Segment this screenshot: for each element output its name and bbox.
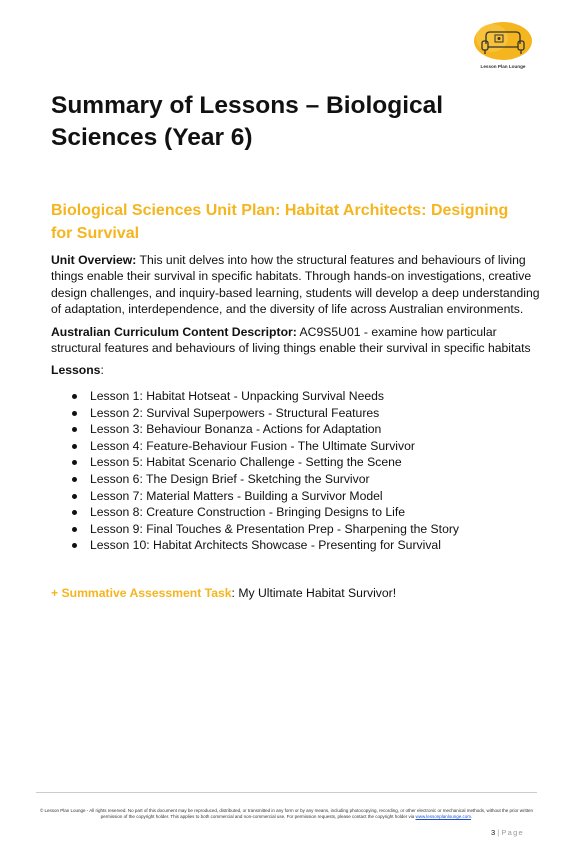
lesson-title: Lesson 3: Behaviour Bonanza - Actions for Adaptation (90, 422, 382, 437)
logo-text: Lesson Plan Lounge (480, 64, 526, 69)
lesson-title: Lesson 9: Final Touches & Presentation Prep - Sharpening the Story (90, 521, 460, 536)
bullet-icon (72, 510, 77, 515)
bullet-icon (72, 444, 77, 449)
list-item (72, 454, 459, 471)
lesson-list (72, 388, 459, 554)
page-number (491, 828, 524, 837)
list-item (72, 438, 459, 455)
list-item (72, 521, 459, 538)
lesson-title: Lesson 1: Habitat Hotseat - Unpacking Survival Needs (90, 389, 385, 403)
lessons-label: Lessons (51, 363, 101, 377)
curriculum-descriptor (51, 324, 543, 357)
bullet-icon (72, 460, 77, 465)
list-item (72, 388, 459, 405)
unit-overview (51, 252, 543, 318)
bullet-icon (72, 427, 77, 432)
lesson-title: Lesson 5: Habitat Scenario Challenge - Setting the Scene (90, 455, 402, 470)
footer-divider (36, 792, 537, 793)
page-separator: | (497, 828, 500, 837)
unit-overview-text: This unit delves into how the structural features and behaviours of living things enable their survival in specific habitats. Through hands-on investigations, creative design challenges, and inquiry-based learning, students will develop a deep understanding of adaptation, interdependence, and the diversity of life across Australian environments. (51, 253, 540, 317)
bullet-icon (72, 477, 77, 482)
bullet-icon (72, 394, 77, 399)
lesson-title: Lesson 10: Habitat Architects Showcase - Presenting for Survival (90, 538, 441, 553)
list-item (72, 471, 459, 488)
lesson-title: Lesson 2: Survival Superpowers - Structural Features (90, 405, 380, 420)
list-item (72, 504, 459, 521)
bullet-icon (72, 494, 77, 499)
list-item (72, 488, 459, 505)
curriculum-descriptor-label: Australian Curriculum Content Descriptor: (51, 325, 297, 339)
website-link[interactable]: www.lessonplanlounge.com (415, 814, 472, 820)
lessons-heading (51, 363, 104, 377)
curriculum-descriptor-text: AC9S5U01 - examine how particular structural features and behaviours of living things enable their survival in specific habitats (51, 325, 531, 356)
copyright-notice: © Lesson Plan Lounge - All rights reserved. No part of this document may be reproduced, distributed, or transmitted in any form or by any means, including photocopying, recording, or other electronic or mechanical methods, without the prior written permission of the copyright holder. This applies to both commercial and non-commercial use. For permission requests, please contact the copyright holder via www.lessonplanlounge.com. (39, 808, 534, 820)
unit-title: Biological Sciences Unit Plan: Habitat Architects: Designing for Survival (51, 202, 509, 242)
page-number-value: 3 (491, 828, 496, 837)
unit-overview-label: Unit Overview: (51, 253, 137, 267)
lesson-title: Lesson 8: Creature Construction - Bringing Designs to Life (90, 505, 406, 520)
list-item (72, 537, 459, 554)
lesson-title: Lesson 7: Material Matters - Building a Survivor Model (90, 488, 383, 503)
lessons-colon: : (100, 363, 104, 377)
page-title: Summary of Lessons – Biological Sciences (Year 6) (51, 92, 444, 151)
bullet-icon (72, 527, 77, 532)
copyright-text: © Lesson Plan Lounge - All rights reserved. No part of this document may be reproduced, distributed, or transmitted in any form or by any means, including photocopying, recording, or other electronic or mechanical methods, without the prior written permission of the copyright holder. This applies to both commercial and non-commercial use. For permission requests, please contact the copyright holder via (39, 808, 534, 820)
summative-task (51, 586, 396, 600)
lesson-title: Lesson 4: Feature-Behaviour Fusion - The Ultimate Survivor (90, 438, 415, 453)
page-label: Page (501, 828, 525, 837)
couch-icon (472, 20, 534, 62)
list-item (72, 421, 459, 438)
bullet-icon (72, 543, 77, 548)
logo (469, 20, 537, 78)
summative-text: : My Ultimate Habitat Survivor! (231, 586, 397, 600)
summative-label: + Summative Assessment Task (51, 586, 232, 600)
lesson-title: Lesson 6: The Design Brief - Sketching the Survivor (90, 471, 370, 486)
list-item (72, 405, 459, 422)
bullet-icon (72, 411, 77, 416)
